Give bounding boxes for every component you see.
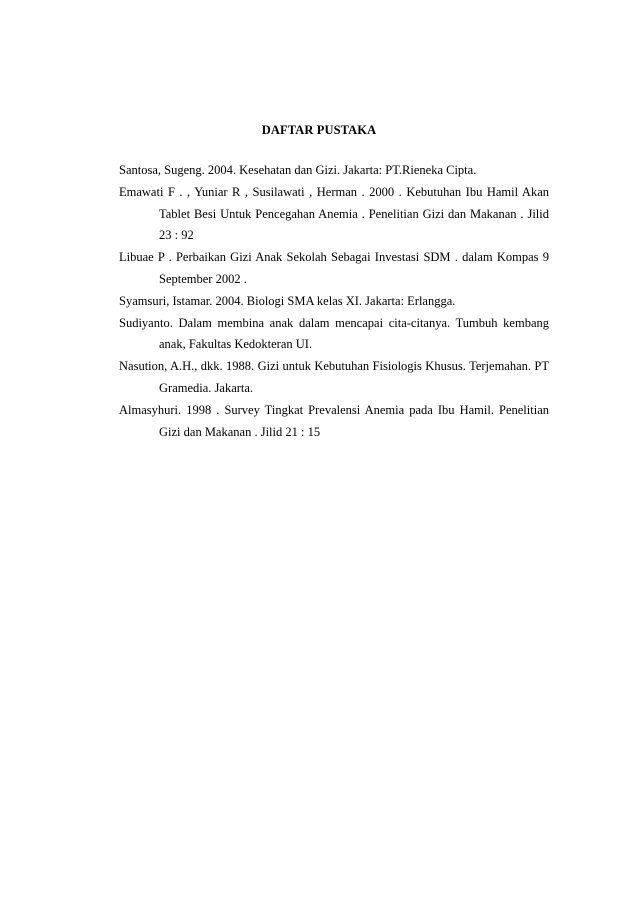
reference-item: Almasyhuri. 1998 . Survey Tingkat Prevalensi Anemia pada Ibu Hamil. Penelitian Gizi dan Makanan . Jilid 21 : 15 <box>119 402 549 439</box>
reference-item: Sudiyanto. Dalam membina anak dalam mencapai cita-citanya. Tumbuh kembang anak, Fakultas Kedokteran UI. <box>119 315 549 352</box>
reference-list <box>119 160 549 443</box>
page-title: DAFTAR PUSTAKA <box>261 123 377 137</box>
reference-item: Nasution, A.H., dkk. 1988. Gizi untuk Kebutuhan Fisiologis Khusus. Terjemahan. PT Gramedia. Jakarta. <box>119 359 549 395</box>
reference-item: Emawati F . , Yuniar R , Susilawati , Herman . 2000 . Kebutuhan Ibu Hamil Akan Tablet Besi Untuk Pencegahan Anemia . Penelitian Gizi dan Makanan . Jilid 23 : 92 <box>119 184 549 243</box>
reference-item: Santosa, Sugeng. 2004. Kesehatan dan Gizi. Jakarta: PT.Rieneka Cipta. <box>119 163 477 177</box>
reference-item: Syamsuri, Istamar. 2004. Biologi SMA kelas XI. Jakarta: Erlangga. <box>119 293 456 308</box>
reference-item: Libuae P . Perbaikan Gizi Anak Sekolah Sebagai Investasi SDM . dalam Kompas 9 September 2002 . <box>119 250 549 286</box>
